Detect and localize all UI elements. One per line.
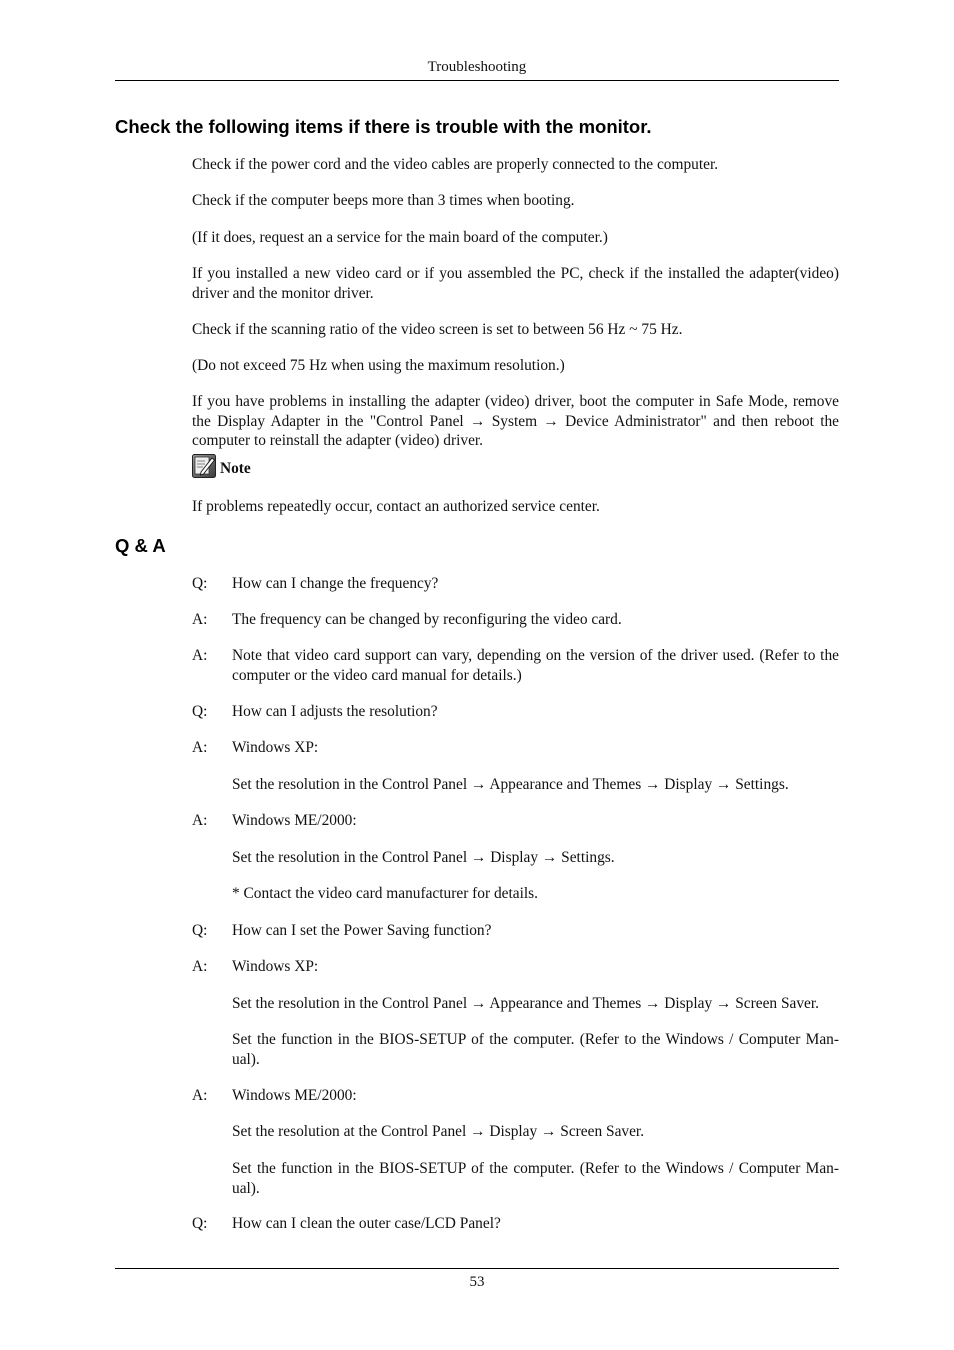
qa-answer-me2000-screensaver-steps: Set the resolution at the Control Panel → Display → Screen Saver. <box>232 1123 645 1140</box>
qa-question-resolution: How can I adjusts the resolution? <box>232 703 438 720</box>
paragraph-service-request: (If it does, request an a service for the main board of the computer.) <box>192 229 608 246</box>
qa-answer-xp-screensaver-steps: Set the resolution in the Control Panel → Appearance and Themes → Display → Screen Saver. <box>232 995 819 1012</box>
page-number: 53 <box>469 1274 485 1290</box>
qa-answer-frequency: The frequency can be changed by reconfiguring the video card. <box>232 611 622 628</box>
qa-question-power-saving: How can I set the Power Saving function? <box>232 922 492 939</box>
note-label: Note <box>220 460 251 477</box>
qa-answer-os-xp: Windows XP: <box>232 739 319 756</box>
qa-mark: A: <box>192 812 208 829</box>
paragraph-max-resolution: (Do not exceed 75 Hz when using the maximum resolution.) <box>192 357 565 374</box>
paragraph-note-text: If problems repeatedly occur, contact an authorized service center. <box>192 498 600 515</box>
qa-answer-me2000-bios: Set the function in the BIOS-SETUP of the computer. (Refer to the Windows / Computer Manual). <box>232 1160 839 1197</box>
qa-answer-os-me2000-2: Windows ME/2000: <box>232 1087 357 1104</box>
qa-mark: A: <box>192 611 208 628</box>
page-header-title: Troubleshooting <box>427 59 527 75</box>
qa-answer-contact-manufacturer: * Contact the video card manufacturer for details. <box>232 885 538 902</box>
qa-question-frequency: How can I change the frequency? <box>232 575 439 592</box>
section-heading-qa: Q & A <box>115 535 166 556</box>
qa-answer-driver-support: Note that video card support can vary, depending on the version of the driver used. (Refer to the computer or the video card manual for details.) <box>232 647 839 684</box>
note-callout <box>192 452 251 478</box>
qa-mark: Q: <box>192 1215 208 1232</box>
paragraph-beeps: Check if the computer beeps more than 3 times when booting. <box>192 192 575 209</box>
qa-mark: A: <box>192 739 208 756</box>
qa-question-cleaning: How can I clean the outer case/LCD Panel? <box>232 1215 501 1232</box>
note-pencil-icon <box>192 454 216 478</box>
qa-mark: Q: <box>192 922 208 939</box>
qa-mark: A: <box>192 1087 208 1104</box>
qa-mark: Q: <box>192 575 208 592</box>
paragraph-safe-mode: If you have problems in installing the adapter (video) driver, boot the computer in Safe Mode, remove the Display Adapter in the "Control Panel → System → Device Administrator" and then reboot the computer to reinstall the adapter (video) driver. <box>192 393 839 449</box>
header-rule <box>115 80 839 81</box>
qa-answer-os-me2000: Windows ME/2000: <box>232 812 357 829</box>
paragraph-power-cord: Check if the power cord and the video cables are properly connected to the computer. <box>192 156 719 173</box>
footer-rule <box>115 1268 839 1269</box>
qa-mark: Q: <box>192 703 208 720</box>
paragraph-new-video-card: If you installed a new video card or if you assembled the PC, check if the installed the adapter(video) driver and the monitor driver. <box>192 265 839 302</box>
qa-mark: A: <box>192 958 208 975</box>
qa-answer-xp-resolution-steps: Set the resolution in the Control Panel → Appearance and Themes → Display → Settings. <box>232 776 789 793</box>
qa-mark: A: <box>192 647 208 664</box>
paragraph-scanning-ratio: Check if the scanning ratio of the video screen is set to between 56 Hz ~ 75 Hz. <box>192 321 683 338</box>
qa-answer-xp-bios: Set the function in the BIOS-SETUP of the computer. (Refer to the Windows / Computer Manual). <box>232 1031 839 1068</box>
section-heading-monitor-trouble: Check the following items if there is trouble with the monitor. <box>115 116 652 137</box>
qa-answer-os-xp-2: Windows XP: <box>232 958 319 975</box>
qa-answer-me2000-resolution-steps: Set the resolution in the Control Panel → Display → Settings. <box>232 849 615 866</box>
